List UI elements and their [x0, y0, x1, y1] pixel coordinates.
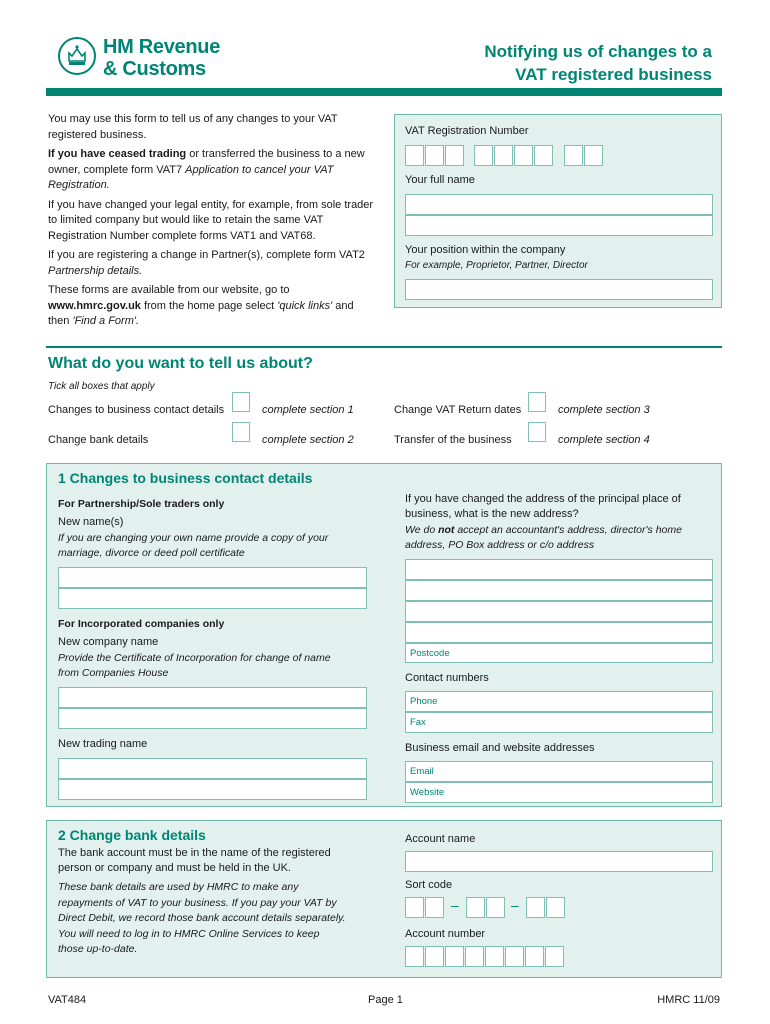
sort-code-digit-input[interactable]	[486, 897, 505, 918]
account-number-digit-input[interactable]	[465, 946, 484, 967]
crest-icon	[58, 37, 96, 75]
address-label: If you have changed the address of the principal place of business, what is the new address?	[405, 493, 681, 520]
tick-hint: Tick all boxes that apply	[48, 381, 155, 392]
page-number: Page 1	[368, 994, 403, 1006]
vrn-label: VAT Registration Number	[405, 125, 529, 137]
intro-paragraph: If you are registering a change in Partner(s), complete form VAT2 Partnership details.	[48, 249, 365, 277]
sort-code-label: Sort code	[405, 879, 453, 891]
address-input-1[interactable]	[405, 559, 713, 580]
account-number-digit-input[interactable]	[545, 946, 564, 967]
trading-name-input-1[interactable]	[58, 758, 367, 779]
account-number-digit-input[interactable]	[425, 946, 444, 967]
option-section: complete section 3	[558, 404, 650, 416]
phone-label: Phone	[410, 696, 438, 707]
incorporated-heading: For Incorporated companies only	[58, 618, 225, 630]
account-number-digit-input[interactable]	[525, 946, 544, 967]
vrn-digit-input[interactable]	[405, 145, 424, 166]
sort-code-digit-input[interactable]	[425, 897, 444, 918]
fax-label: Fax	[410, 717, 426, 728]
full-name-input-1[interactable]	[405, 194, 713, 215]
intro-paragraph: These forms are available from our website, go to www.hmrc.gov.uk from the home page select 'quick links' and then 'Find a Form'.	[48, 284, 354, 327]
contact-label: Contact numbers	[405, 672, 489, 684]
phone-input[interactable]	[405, 691, 713, 712]
company-name-hint: Provide the Certificate of Incorporation for change of name from Companies House	[58, 652, 331, 679]
new-name-input-2[interactable]	[58, 588, 367, 609]
website-label: Website	[410, 787, 445, 798]
company-name-label: New company name	[58, 636, 159, 648]
section2-text: The bank account must be in the name of the registered person or company and must be held in the UK.	[58, 847, 331, 874]
section2-hint: These bank details are used by HMRC to make any repayments of VAT to your business. If you pay your VAT by Direct Debit, we record those bank account details separately. You will need to log in to HMRC Online Services to keep those up-to-date.	[58, 881, 346, 955]
vrn-digit-input[interactable]	[514, 145, 533, 166]
sort-code-digit-input[interactable]	[405, 897, 424, 918]
tell-us-heading: What do you want to tell us about?	[48, 355, 313, 372]
option-section: complete section 1	[262, 404, 354, 416]
option-label: Change VAT Return dates	[394, 404, 522, 416]
full-name-label: Your full name	[405, 174, 475, 186]
account-number-digit-input[interactable]	[485, 946, 504, 967]
full-name-input-2[interactable]	[405, 215, 713, 236]
fax-input[interactable]	[405, 712, 713, 733]
vrn-digit-input[interactable]	[494, 145, 513, 166]
sort-code-dash: –	[511, 897, 519, 913]
position-input[interactable]	[405, 279, 713, 300]
email-input[interactable]	[405, 761, 713, 782]
vrn-digit-input[interactable]	[445, 145, 464, 166]
checkbox-bank-details[interactable]	[232, 422, 250, 442]
form-code: VAT484	[48, 994, 87, 1006]
vrn-digit-input[interactable]	[425, 145, 444, 166]
sort-code-digit-input[interactable]	[466, 897, 485, 918]
company-name-input-1[interactable]	[58, 687, 367, 708]
address-input-2[interactable]	[405, 580, 713, 601]
account-name-label: Account name	[405, 833, 476, 845]
address-hint: We do not accept an accountant's address, director's home address, PO Box address or c/o address	[405, 524, 682, 551]
section2-heading: 2 Change bank details	[58, 827, 206, 843]
position-label: Your position within the company	[405, 244, 566, 256]
vrn-digit-input[interactable]	[564, 145, 583, 166]
address-input-4[interactable]	[405, 622, 713, 643]
account-name-input[interactable]	[405, 851, 713, 872]
account-number-digit-input[interactable]	[505, 946, 524, 967]
postcode-label: Postcode	[410, 648, 450, 659]
sort-code-digit-input[interactable]	[526, 897, 545, 918]
account-number-digit-input[interactable]	[445, 946, 464, 967]
option-label: Change bank details	[48, 434, 149, 446]
new-names-hint: If you are changing your own name provide a copy of your marriage, divorce or deed poll certificate	[58, 532, 329, 559]
intro-text	[48, 112, 378, 334]
section1-heading: 1 Changes to business contact details	[58, 470, 313, 486]
vrn-digit-input[interactable]	[474, 145, 493, 166]
section-divider	[46, 346, 722, 348]
page-title: Notifying us of changes to a VAT registered business	[484, 42, 712, 84]
website-input[interactable]	[405, 782, 713, 803]
new-name-input-1[interactable]	[58, 567, 367, 588]
account-number-digit-input[interactable]	[405, 946, 424, 967]
vrn-digit-input[interactable]	[584, 145, 603, 166]
option-label: Transfer of the business	[394, 434, 512, 446]
trading-name-input-2[interactable]	[58, 779, 367, 800]
header-rule	[46, 88, 722, 96]
logo-wordmark: HM Revenue & Customs	[103, 36, 221, 80]
checkbox-return-dates[interactable]	[528, 392, 546, 412]
partnership-heading: For Partnership/Sole traders only	[58, 498, 225, 510]
sort-code-dash: –	[451, 897, 459, 913]
vrn-digit-input[interactable]	[534, 145, 553, 166]
option-section: complete section 2	[262, 434, 354, 446]
checkbox-transfer[interactable]	[528, 422, 546, 442]
intro-paragraph: If you have changed your legal entity, for example, from sole trader to limited company but would like to retain the same VAT Registration Number complete forms VAT1 and VAT68.	[48, 198, 374, 242]
postcode-input[interactable]	[405, 643, 713, 663]
intro-paragraph: If you have ceased trading or transferred the business to a new owner, complete form VAT7 Application to cancel your VAT Registration.	[48, 148, 365, 191]
option-section: complete section 4	[558, 434, 650, 446]
email-web-label: Business email and website addresses	[405, 742, 595, 754]
company-name-input-2[interactable]	[58, 708, 367, 729]
new-names-label: New name(s)	[58, 516, 124, 528]
sort-code-digit-input[interactable]	[546, 897, 565, 918]
form-version: HMRC 11/09	[657, 994, 720, 1006]
email-label: Email	[410, 766, 434, 777]
option-label: Changes to business contact details	[48, 404, 225, 416]
checkbox-contact-details[interactable]	[232, 392, 250, 412]
position-hint: For example, Proprietor, Partner, Director	[405, 260, 588, 271]
trading-name-label: New trading name	[58, 738, 148, 750]
account-number-label: Account number	[405, 928, 486, 940]
address-input-3[interactable]	[405, 601, 713, 622]
intro-paragraph: You may use this form to tell us of any changes to your VAT registered business.	[48, 113, 338, 141]
